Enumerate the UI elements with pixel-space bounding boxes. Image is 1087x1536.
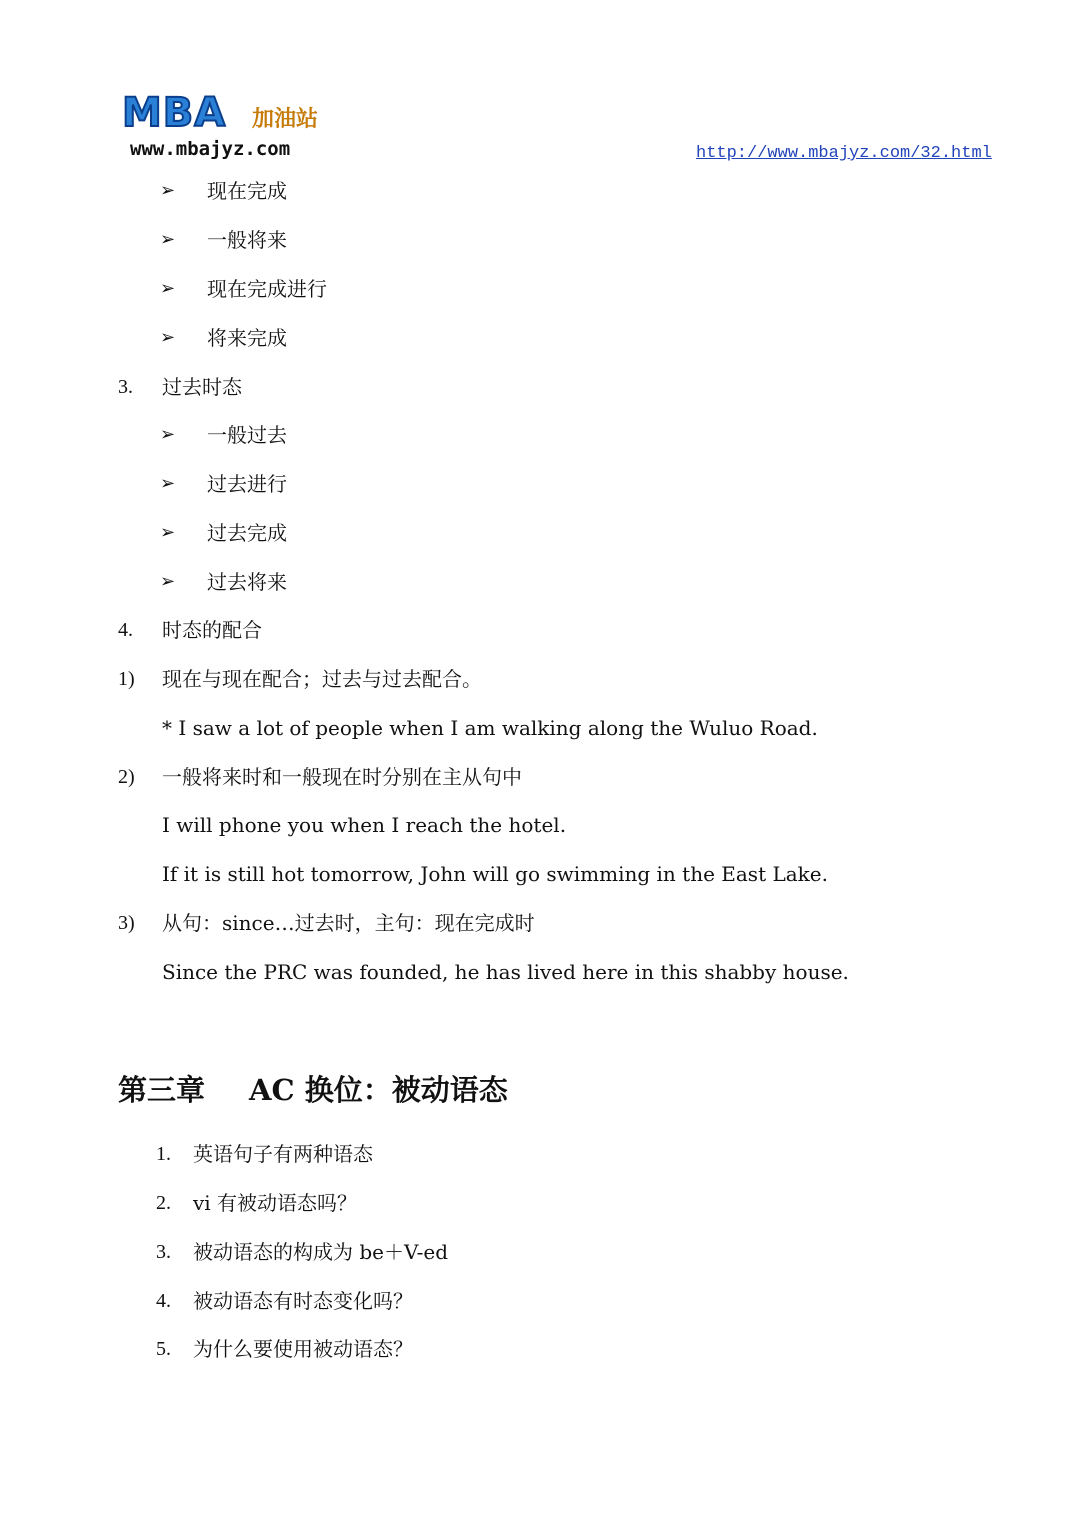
section-title: 过去时态 xyxy=(162,375,242,399)
arrow-bullet-icon: ➢ xyxy=(160,327,176,348)
section-number: 3. xyxy=(118,376,133,398)
example-sentence: * I saw a lot of people when I am walking along the Wuluo Road. xyxy=(162,716,818,740)
example-sentence: I will phone you when I reach the hotel. xyxy=(162,813,567,837)
logo-site: www.mbajyz.com xyxy=(130,138,291,160)
list-item: 将来完成 xyxy=(207,326,287,350)
arrow-bullet-icon: ➢ xyxy=(160,424,176,445)
arrow-bullet-icon: ➢ xyxy=(160,278,176,299)
list-item: 英语句子有两种语态 xyxy=(193,1142,373,1166)
example-sentence: If it is still hot tomorrow, John will go swimming in the East Lake. xyxy=(162,862,828,886)
arrow-bullet-icon: ➢ xyxy=(160,522,176,543)
item-number: 3. xyxy=(156,1241,171,1263)
list-item: 被动语态的构成为 be＋V-ed xyxy=(193,1240,448,1264)
example-sentence: Since the PRC was founded, he has lived here in this shabby house. xyxy=(162,960,849,984)
item-number: 1. xyxy=(156,1143,171,1165)
list-item: 一般将来 xyxy=(207,228,287,252)
list-item: 过去完成 xyxy=(207,521,287,545)
rule-number: 3) xyxy=(118,912,135,934)
arrow-bullet-icon: ➢ xyxy=(160,229,176,250)
list-item: vi 有被动语态吗？ xyxy=(193,1191,358,1215)
arrow-bullet-icon: ➢ xyxy=(160,180,176,201)
list-item: 被动语态有时态变化吗？ xyxy=(193,1289,413,1313)
rule-text: 从句：since…过去时，主句：现在完成时 xyxy=(162,911,535,935)
list-item: 过去进行 xyxy=(207,472,287,496)
header-url-link[interactable]: http://www.mbajyz.com/32.html xyxy=(696,144,992,163)
list-item: 现在完成进行 xyxy=(207,277,327,301)
chapter-heading xyxy=(118,1068,508,1109)
list-item: 一般过去 xyxy=(207,423,287,447)
item-number: 4. xyxy=(156,1290,171,1312)
rule-text: 现在与现在配合；过去与过去配合。 xyxy=(162,667,482,691)
mba-logo xyxy=(120,90,342,162)
rule-text: 一般将来时和一般现在时分别在主从句中 xyxy=(162,765,522,789)
section-number: 4. xyxy=(118,619,133,641)
chapter-label: 第三章 xyxy=(118,1073,206,1107)
item-number: 5. xyxy=(156,1338,171,1360)
rule-number: 2) xyxy=(118,766,135,788)
logo-cn-text: 加油站 xyxy=(252,107,319,132)
logo-brand: MBA xyxy=(122,90,227,136)
list-item: 现在完成 xyxy=(207,179,287,203)
list-item: 过去将来 xyxy=(207,570,287,594)
arrow-bullet-icon: ➢ xyxy=(160,473,176,494)
arrow-bullet-icon: ➢ xyxy=(160,571,176,592)
list-item: 为什么要使用被动语态？ xyxy=(193,1337,413,1361)
chapter-title: AC 换位：被动语态 xyxy=(249,1073,508,1107)
item-number: 2. xyxy=(156,1192,171,1214)
rule-number: 1) xyxy=(118,668,135,690)
section-title: 时态的配合 xyxy=(162,618,262,642)
